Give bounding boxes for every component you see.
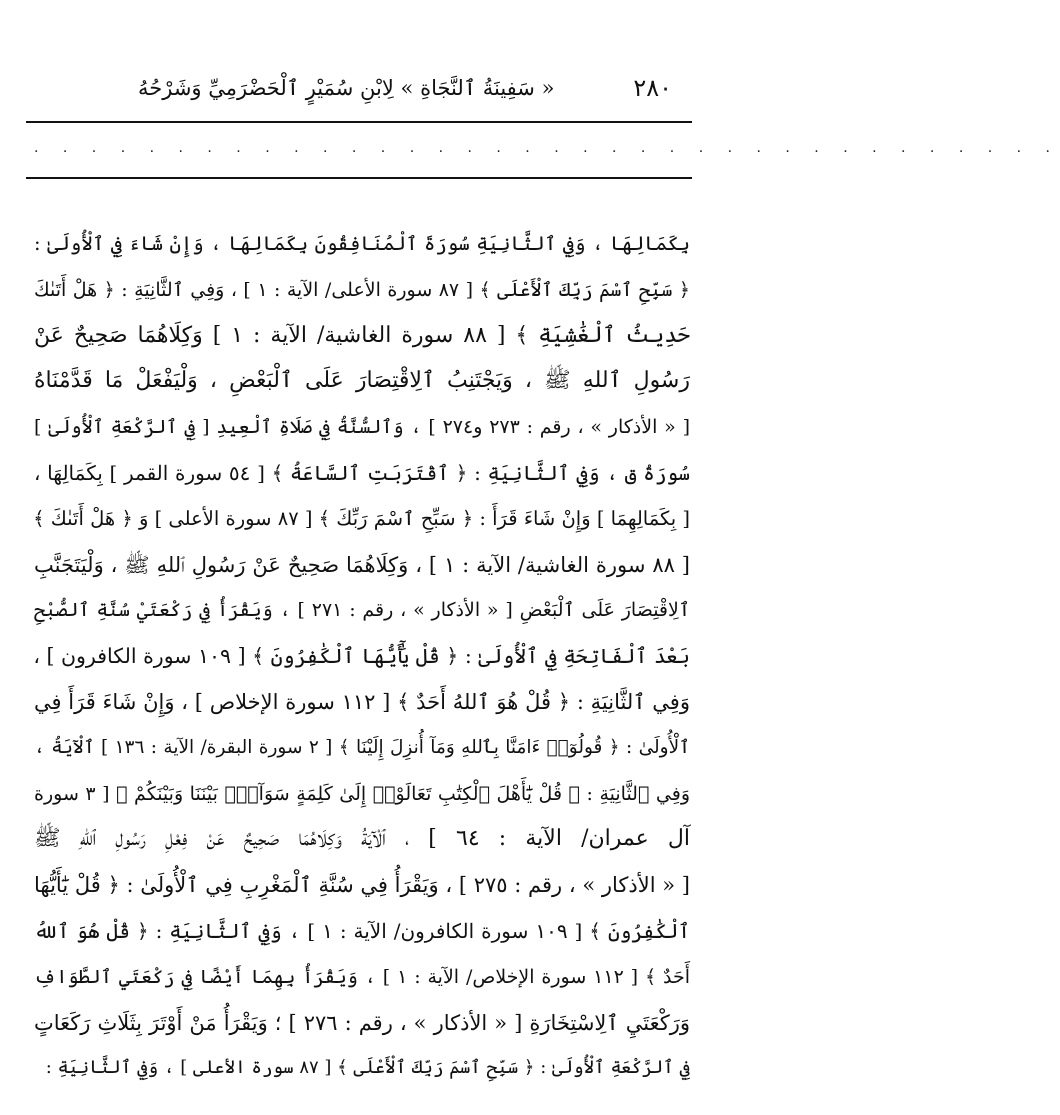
- body-rule: [26, 177, 692, 179]
- text-line: فِي ٱلرَّكْعَةِ ٱلْأُولَىٰ : ﴿ سَبِّحِ ٱسْمَ رَبِّكَ ٱلْأَعْلَى ﴾ [ ٨٧ سورة الأعلى ] ، وَفِي ٱلثَّانِيَةِ :: [45, 1057, 690, 1079]
- text-line: وَرَكْعَتَيِ ٱلِاسْتِخَارَةِ [ « الأذكار » ، رقم : ٢٧٦ ] ؛ وَيَقْرَأُ مَنْ أَوْتَرَ بِثَلَاثِ رَكَعَاتٍ: [34, 1010, 691, 1035]
- page-header: [28, 68, 692, 116]
- text-line: [ ٨٨ سورة الغاشية/ الآية : ١ ] ، وَكِلَاهُمَا صَحِيحٌ عَنْ رَسُولِ ٱللهِ ﷺ ، وَلْيَتَجَنَّبِ: [34, 552, 690, 577]
- text-line: [ « الأذكار » ، رقم : ٢٧٣ و٢٧٤ ] ، وَٱلسُّنَّةُ فِي صَلَاةِ ٱلْعِيدِ [ فِي ٱلرَّكْعَةِ ٱلْأُولَىٰ ]: [34, 416, 690, 439]
- text-line: رَسُولِ ٱللهِ ﷺ ، وَيَجْتَنِبُ ٱلِاقْتِصَارَ عَلَى ٱلْبَعْضِ ، وَلْيَفْعَلْ مَا قَدَّمْنَاهُ: [34, 368, 690, 394]
- running-title: « سَفِينَةُ ٱلنَّجَاةِ » لِابْنِ سُمَيْرٍ ٱلْحَضْرَمِيِّ وَشَرْحُهُ: [138, 76, 555, 100]
- text-line: ٱلْأُولَىٰ : ﴿ قُولُوٓا۟ ءَامَنَّا بِٱللهِ وَمَآ أُنزِلَ إِلَيْنَا ﴾ [ ٢ سورة البقرة/ الآية : ١٣٦ ] ٱلْآيَةُ ،: [34, 736, 690, 758]
- body-text: [34, 222, 690, 1092]
- text-line: وَفِي ٱلثَّانِيَةِ : ﴿ قُلْ يَٰٓأَهْلَ ٱلْكِتَٰبِ تَعَالَوْا۟ إِلَىٰ كَلِمَةٍ سَوَآءٍۭ بَيْنَنَا وَبَيْنَكُمْ ﴾ [ ٣ سورة: [34, 782, 690, 805]
- text-line: بَعْدَ ٱلْفَاتِحَةِ فِي ٱلْأُولَىٰ : ﴿ قُلْ يَٰٓأَيُّهَا ٱلْكَٰفِرُونَ ﴾ [ ١٠٩ سورة الكافرون ] ،: [33, 644, 690, 669]
- text-line: آل عمران/ الآية : ٦٤ ] ، ٱلْآيَةُ وَكِلَاهُمَا صَحِيحٌ عَنْ فِعْلِ رَسُولِ ٱللهِ ﷺ: [34, 826, 690, 852]
- text-line: أَحَدٌ ﴾ [ ١١٢ سورة الإخلاص/ الآية : ١ ] ، وَيَقْرَأُ بِهِمَا أَيْضًا فِي رَكْعَتَيِ ٱلطَّوَافِ: [34, 965, 690, 988]
- text-line: وَفِي ٱلثَّانِيَةِ : ﴿ قُلْ هُوَ ٱللهُ أَحَدٌ ﴾ [ ١١٢ سورة الإخلاص ] ، وَإِنْ شَاءَ قَرَأَ فِي: [34, 689, 690, 714]
- text-line: [ « الأذكار » ، رقم : ٢٧٥ ] ، وَيَقْرَأُ فِي سُنَّةِ ٱلْمَغْرِبِ فِي ٱلْأُولَىٰ : ﴿ قُلْ يَٰٓأَيُّهَا: [34, 873, 690, 898]
- text-line: [ بِكَمَالِهِمَا ] وَإِنْ شَاءَ قَرَأَ : ﴿ سَبِّحِ ٱسْمَ رَبِّكَ ﴾ [ ٨٧ سورة الأعلى ] وَ ﴿ هَلْ أَتَىٰكَ ﴾: [33, 506, 690, 530]
- text-line: ٱلِاقْتِصَارَ عَلَى ٱلْبَعْضِ [ « الأذكار » ، رقم : ٢٧١ ] ، وَيَقْرَأُ فِي رَكْعَتَيْ سُنَّةِ ٱلصُّبْحِ: [34, 599, 690, 622]
- text-line: سُورَةُ ق ، وَفِي ٱلثَّانِيَةِ : ﴿ ٱقْتَرَبَتِ ٱلسَّاعَةُ ﴾ [ ٥٤ سورة القمر ] بِكَمَالِهَا ،: [34, 460, 690, 485]
- text-line: بِكَمَالِهَا ، وَفِي ٱلثَّانِيَةِ سُورَةَ ٱلْمُنَافِقُونَ بِكَمَالِهَا ، وَإِنْ شَاءَ فِي ٱلْأُولَىٰ :: [34, 232, 690, 255]
- text-line: ٱلْكَٰفِرُونَ ﴾ [ ١٠٩ سورة الكافرون/ الآية : ١ ] ، وَفِي ٱلثَّانِيَةِ : ﴿ قُلْ هُوَ ٱللهُ: [34, 918, 691, 943]
- footnote-dotted-line: . . . . . . . . . . . . . . . . . . . . . . . . . . . . . . . . . . . .: [34, 140, 1060, 156]
- header-rule: [26, 121, 692, 123]
- page-number: ٢٨٠: [633, 74, 672, 102]
- text-line: ﴿ سَبِّحِ ٱسْمَ رَبِّكَ ٱلْأَعْلَى ﴾ [ ٨٧ سورة الأعلى/ الآية : ١ ] ، وَفِي ٱلثَّانِيَةِ : ﴿ هَلْ أَتَىٰكَ: [34, 278, 690, 301]
- text-line: حَدِيثُ ٱلْغَٰشِيَةِ ﴾ [ ٨٨ سورة الغاشية/ الآية : ١ ] وَكِلَاهُمَا صَحِيحٌ عَنْ: [34, 322, 690, 348]
